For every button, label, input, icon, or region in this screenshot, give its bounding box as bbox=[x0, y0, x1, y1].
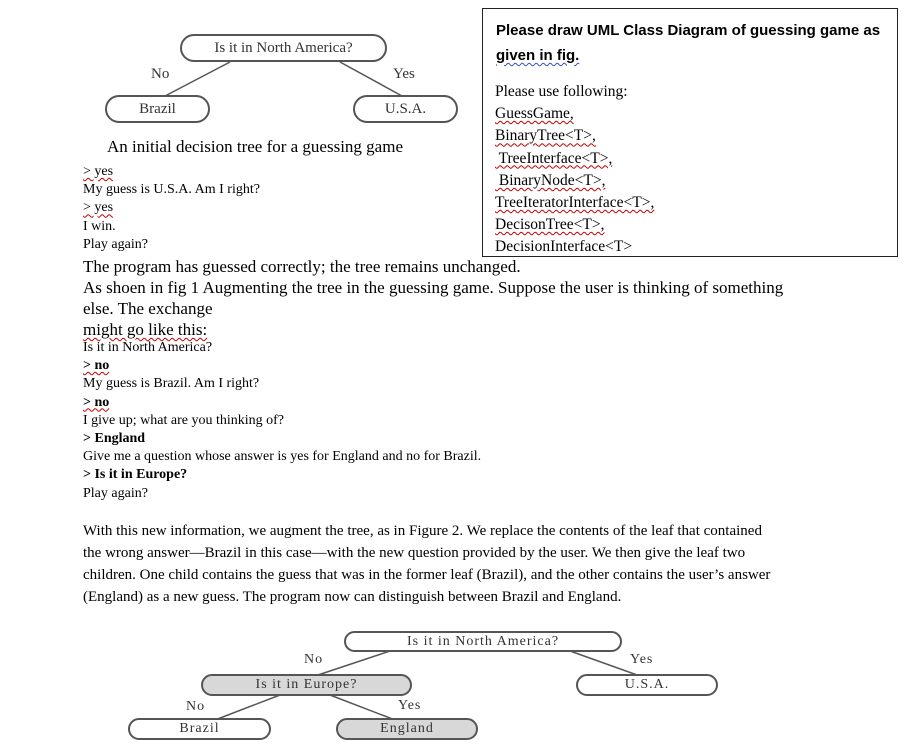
fig2-usa-leaf: U.S.A. bbox=[576, 674, 718, 696]
uml-class-list bbox=[495, 81, 654, 259]
program-guess-usa: My guess is U.S.A. Am I right? bbox=[83, 182, 260, 198]
uml-title-line-2: given in fig. bbox=[496, 47, 580, 64]
paragraph-line-2: the wrong answer—Brazil in this case—with the new question provided by the user. We then give the leaf two bbox=[83, 545, 746, 561]
program-play-again-2: Play again? bbox=[83, 485, 148, 501]
fig2-label-yes-2: Yes bbox=[398, 698, 422, 713]
dialog-transcript-2 bbox=[83, 339, 481, 503]
uml-item-decisioninterface: DecisionInterface<T> bbox=[495, 238, 633, 256]
program-win: I win. bbox=[83, 218, 116, 234]
uml-item-treeiteratorinterface: TreeIteratorInterface<T>, bbox=[495, 194, 655, 212]
edge-no bbox=[165, 62, 230, 96]
figure-1-caption: An initial decision tree for a guessing game bbox=[107, 137, 403, 156]
tree-root-node: Is it in North America? bbox=[180, 34, 387, 62]
edge-europe-yes bbox=[330, 695, 395, 720]
edge-label-no: No bbox=[151, 66, 170, 82]
user-reply-no-2: > no bbox=[83, 394, 110, 410]
edge-europe-no bbox=[215, 695, 280, 720]
user-reply-europe: > Is it in Europe? bbox=[83, 467, 188, 483]
user-reply-yes-2: > yes bbox=[83, 200, 114, 216]
leaf-brazil: Brazil bbox=[105, 95, 210, 123]
uml-item-binarytree: BinaryTree<T>, bbox=[495, 127, 596, 145]
explanation-paragraph bbox=[83, 520, 873, 608]
uml-item-guessgame: GuessGame, bbox=[495, 105, 574, 123]
user-reply-no-1: > no bbox=[83, 358, 110, 374]
uml-instruction-title bbox=[496, 18, 896, 68]
fig2-label-no-2: No bbox=[186, 699, 206, 714]
dialog-transcript-1 bbox=[83, 163, 260, 254]
body-p2a: As shoen in fig 1 Augmenting the tree in the guessing game. Suppose the user is thinking of something bbox=[83, 278, 784, 297]
user-reply-england: > England bbox=[83, 431, 146, 447]
fig2-england-leaf: England bbox=[336, 718, 478, 740]
paragraph-line-1: With this new information, we augment the tree, as in Figure 2. We replace the contents of the leaf that contained bbox=[83, 523, 762, 539]
fig2-label-no-1: No bbox=[304, 652, 324, 667]
body-p1: The program has guessed correctly; the tree remains unchanged. bbox=[83, 257, 521, 276]
uml-item-treeinterface: TreeInterface<T>, bbox=[495, 149, 613, 167]
fig2-root-node: Is it in North America? bbox=[344, 631, 622, 652]
uml-item-decisontree: DecisonTree<T>, bbox=[495, 216, 605, 234]
program-give-up: I give up; what are you thinking of? bbox=[83, 412, 285, 428]
user-reply-yes-1: > yes bbox=[83, 164, 114, 179]
question-north-america: Is it in North America? bbox=[83, 340, 213, 355]
leaf-usa: U.S.A. bbox=[353, 95, 458, 123]
program-guess-brazil: My guess is Brazil. Am I right? bbox=[83, 376, 260, 392]
uml-item-binarynode: BinaryNode<T>, bbox=[495, 171, 606, 189]
program-play-again-1: Play again? bbox=[83, 236, 148, 252]
edge-root-no bbox=[318, 651, 390, 675]
program-ask-question: Give me a question whose answer is yes for England and no for Brazil. bbox=[83, 449, 482, 465]
uml-instruction-box bbox=[482, 8, 898, 257]
fig2-label-yes-1: Yes bbox=[630, 652, 654, 667]
edge-label-yes: Yes bbox=[393, 66, 415, 82]
paragraph-line-3: children. One child contains the guess that was in the former leaf (Brazil), and the other contains the user’s answer bbox=[83, 567, 771, 583]
fig2-europe-node: Is it in Europe? bbox=[201, 674, 412, 696]
body-p2b: else. The exchange bbox=[83, 299, 213, 318]
body-p2c: might go like this: bbox=[83, 320, 208, 339]
uml-title-line-1: Please draw UML Class Diagram of guessing game as bbox=[496, 22, 881, 39]
uml-intro: Please use following: bbox=[495, 83, 628, 100]
paragraph-line-4: (England) as a new guess. The program now can distinguish between Brazil and England. bbox=[83, 589, 622, 605]
body-text bbox=[83, 256, 873, 340]
fig2-brazil-leaf: Brazil bbox=[128, 718, 271, 740]
